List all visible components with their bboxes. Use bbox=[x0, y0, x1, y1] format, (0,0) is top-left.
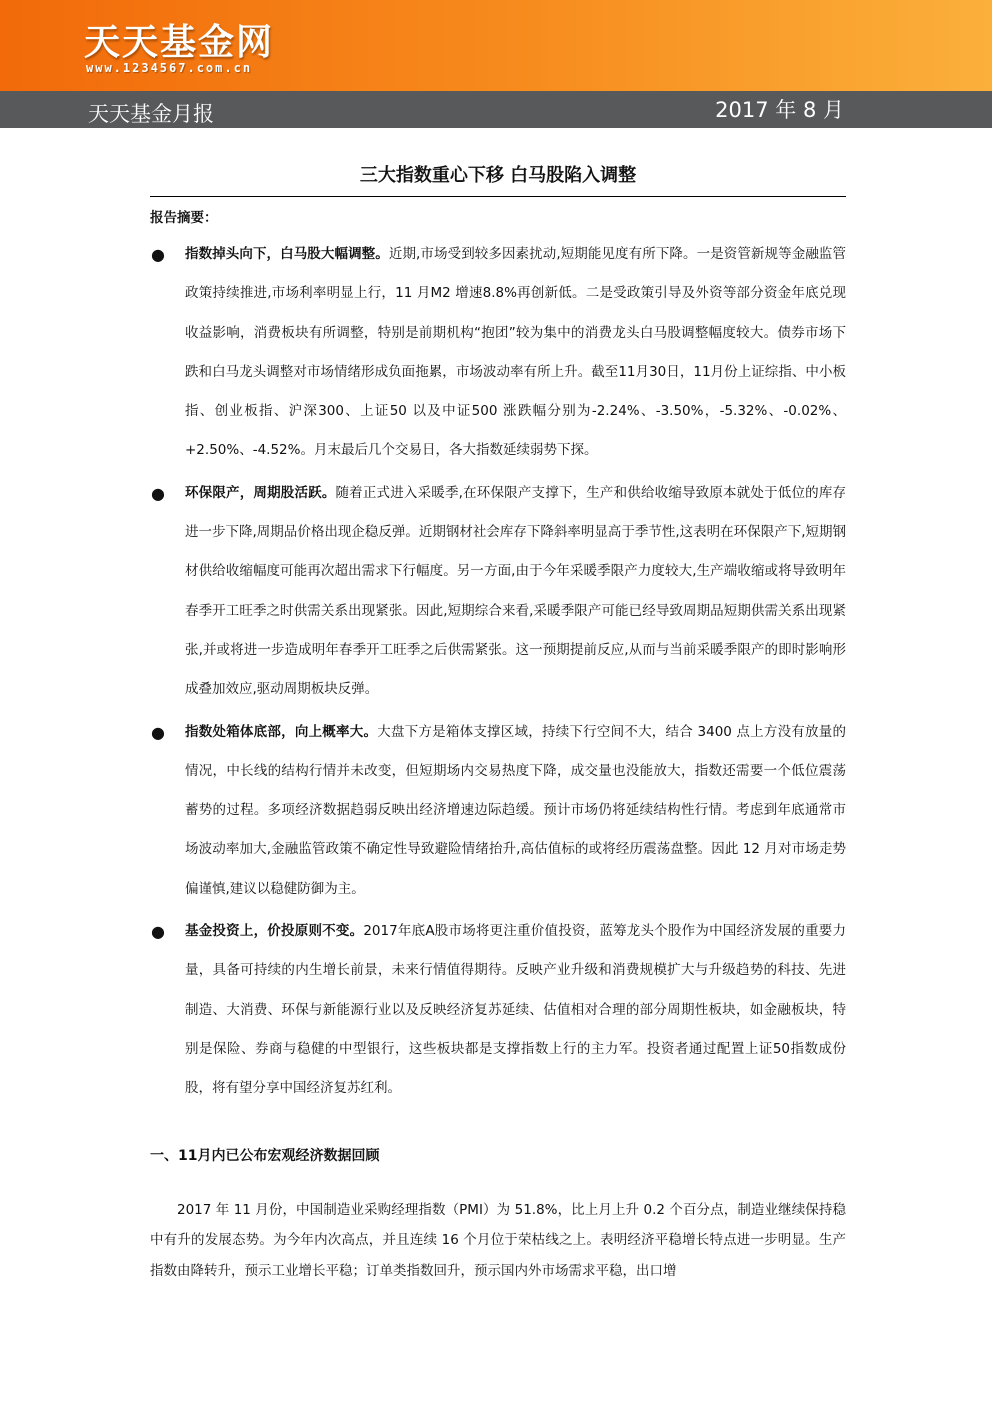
summary-bullet bbox=[150, 912, 846, 1108]
summary-bullet bbox=[150, 235, 846, 471]
summary-label: 报告摘要： bbox=[150, 210, 218, 226]
header-banner bbox=[0, 0, 992, 91]
site-logo[interactable]: 天天基金网 bbox=[84, 21, 275, 63]
bullet-dot-icon: ● bbox=[151, 245, 165, 264]
document-body bbox=[150, 161, 846, 1286]
bullet-text: 随着正式进入采暖季,在环保限产支撑下，生产和供给收缩导致原本就处于低位的库存进一步下降,周期品价格出现企稳反弹。近期钢材社会库存下降斜率明显高于季节性,这表明在环保限产下,短期钢材供给收缩幅度可能再次超出需求下行幅度。另一方面,由于今年采暖季限产力度较大,生产端收缩或将导致明年春季开工旺季之时供需关系出现紧张。因此,短期综合来看,采暖季限产可能已经导致周期品短期供需关系出现紧张,并或将进一步造成明年春季开工旺季之后供需紧张。这一预期提前反应,从而与当前采暖季限产的即时影响形成叠加效应,驱动周期板块反弹。 bbox=[185, 484, 846, 698]
bullet-heading: 指数处箱体底部，向上概率大。 bbox=[185, 723, 378, 740]
bullet-dot-icon: ● bbox=[151, 483, 165, 503]
bullet-heading: 基金投资上，价投原则不变。 bbox=[185, 923, 364, 940]
bullet-text: 2017年底A股市场将更注重价值投资，蓝筹龙头个股作为中国经济发展的重要力量，具备可持续的内生增长前景，未来行情值得期待。反映产业升级和消费规模扩大与升级趋势的科技、先进制造、大消费、环保与新能源行业以及反映经济复苏延续、估值相对合理的部分周期性板块，如金融板块，特别是保险、券商与稳健的中型银行，这些板块都是支撑指数上行的主力军。投资者通过配置上证50指数成份股，将有望分享中国经济复苏红利。 bbox=[185, 923, 847, 1097]
bullet-dot-icon: ● bbox=[151, 922, 165, 942]
bullet-heading: 环保限产，周期股活跃。 bbox=[185, 484, 336, 501]
summary-bullet bbox=[150, 713, 846, 909]
document-title: 三大指数重心下移 白马股陷入调整 bbox=[150, 161, 846, 197]
summary-bullet bbox=[150, 474, 846, 710]
report-header-bar bbox=[0, 91, 992, 128]
summary-list bbox=[150, 235, 846, 1109]
bullet-text: 近期,市场受到较多因素扰动,短期能见度有所下降。一是资管新规等金融监管政策持续推进,市场利率明显上行，11 月M2 增速8.8%再创新低。二是受政策引导及外资等部分资金年底兑现收益影响，消费板块有所调整，特别是前期机构“抱团”较为集中的消费龙头白马股调整幅度较大。债券市场下跌和白马龙头调整对市场情绪形成负面拖累，市场波动率有所上升。截至11月30日，11月份上证综指、中小板指、创业板指、沪深300、上证50 以及中证500 涨跌幅分别为-2.24%、-3.50%，-5.32%、-0.02%、+2.50%、-4.52%。月末最后几个交易日，各大指数延续弱势下探。 bbox=[185, 246, 846, 459]
site-url[interactable]: www.1234567.com.cn bbox=[86, 61, 253, 75]
section-paragraph: 2017 年 11 月份，中国制造业采购经理指数（PMI）为 51.8%，比上月上升 0.2 个百分点，制造业继续保持稳中有升的发展态势。为今年内次高点，并且连续 16 个月位于荣枯线之上。表明经济平稳增长特点进一步明显。生产指数由降转升，预示工业增长平稳；订单类指数回升，预示国内外市场需求平稳，出口增 bbox=[150, 1201, 846, 1279]
report-name: 天天基金月报 bbox=[88, 102, 214, 126]
bullet-heading: 指数掉头向下，白马股大幅调整。 bbox=[185, 246, 389, 262]
bullet-dot-icon: ● bbox=[151, 722, 165, 742]
section-heading: 一、11月内已公布宏观经济数据回顾 bbox=[150, 1147, 380, 1164]
report-date: 2017 年 8 月 bbox=[715, 98, 844, 122]
bullet-text: 大盘下方是箱体支撑区域，持续下行空间不大，结合 3400 点上方没有放量的情况，中长线的结构行情并未改变，但短期场内交易热度下降，成交量也没能放大，指数还需要一个低位震荡蓄势的过程。多项经济数据趋弱反映出经济增速边际趋缓。预计市场仍将延续结构性行情。考虑到年底通常市场波动率加大,金融监管政策不确定性导致避险情绪抬升,高估值标的或将经历震荡盘整。因此 12 月对市场走势偏谨慎,建议以稳健防御为主。 bbox=[185, 723, 846, 897]
